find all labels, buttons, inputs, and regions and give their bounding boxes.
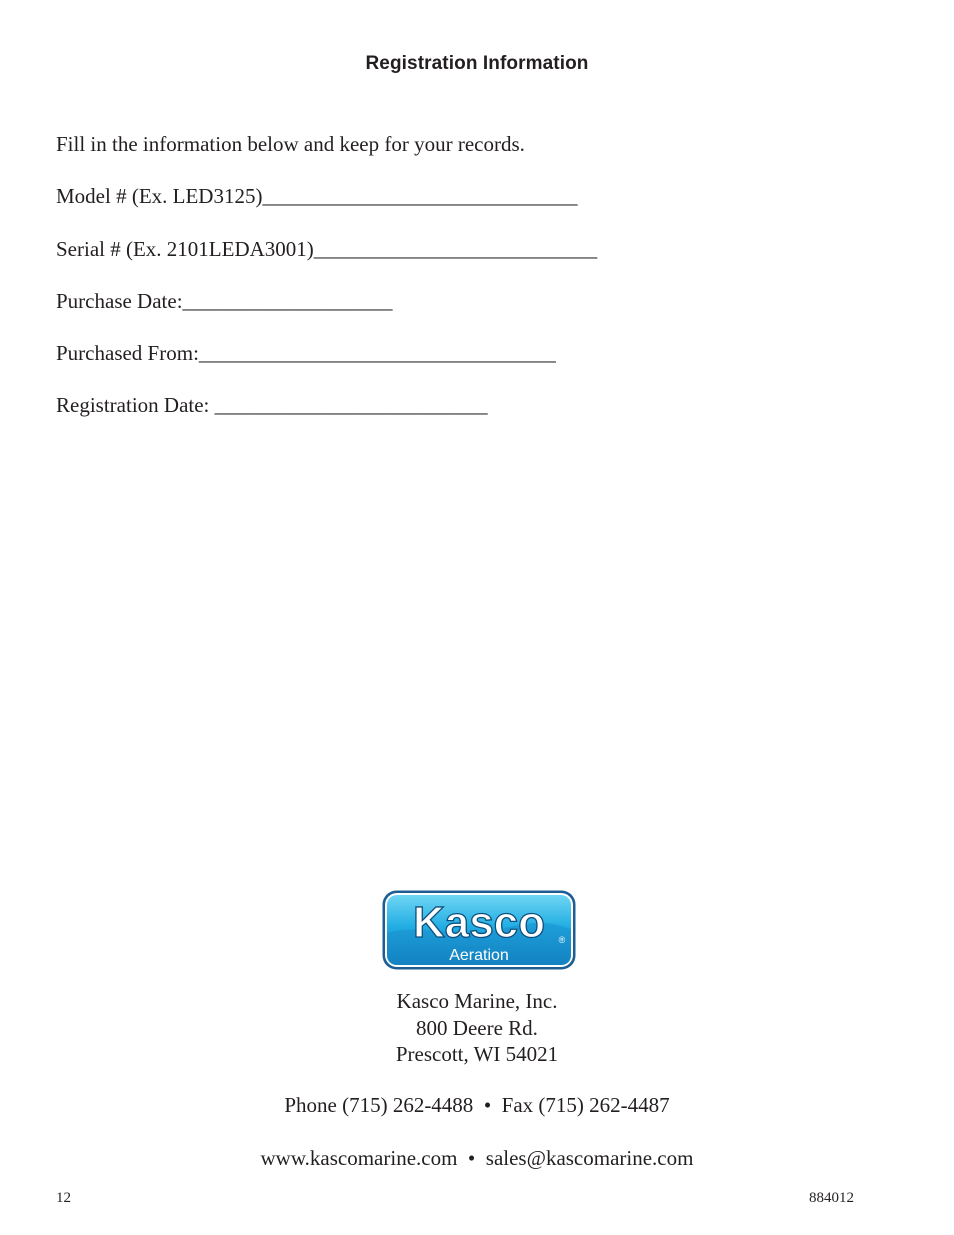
form-field-purchased-from <box>56 339 597 391</box>
company-address <box>0 988 954 1068</box>
form-field-purchase-date <box>56 287 597 339</box>
field-blank-line: ____________________ <box>182 288 393 313</box>
company-email: sales@kascomarine.com <box>485 1146 694 1170</box>
page-number: 12 <box>56 1190 71 1206</box>
field-label: Serial # (Ex. 2101LEDA3001) <box>56 236 314 261</box>
kasco-aeration-logo <box>381 889 577 976</box>
form-field-model <box>56 182 597 234</box>
form-intro: Fill in the information below and keep for your records. <box>56 132 525 156</box>
page-title: Registration Information <box>365 53 589 74</box>
registered-mark: ® <box>558 935 566 945</box>
logo-tagline-text: Aeration <box>449 947 509 964</box>
field-label: Purchased From: <box>56 341 199 366</box>
phone-fax-line <box>0 1093 954 1118</box>
kasco-logo-graphic <box>381 889 577 971</box>
logo-brand-text: Kasco <box>412 898 546 947</box>
form-field-serial <box>56 235 597 287</box>
bullet-separator: • <box>483 1093 492 1117</box>
field-label: Registration Date: <box>56 393 215 418</box>
form-field-registration-date <box>56 391 597 443</box>
field-blank-line: ______________________________ <box>262 184 578 209</box>
field-label: Purchase Date: <box>56 288 183 313</box>
field-blank-line: ___________________________ <box>313 236 598 261</box>
company-street: 800 Deere Rd. <box>416 1015 538 1040</box>
registration-form <box>56 130 597 444</box>
field-label: Model # (Ex. LED3125) <box>56 184 263 209</box>
web-email-line <box>0 1146 954 1171</box>
field-blank-line: __________________________________ <box>198 341 556 366</box>
company-phone: Phone (715) 262-4488 <box>284 1093 474 1117</box>
company-city: Prescott, WI 54021 <box>395 1042 559 1066</box>
company-website: www.kascomarine.com <box>260 1146 458 1170</box>
field-blank-line: __________________________ <box>214 393 488 418</box>
bullet-separator: • <box>467 1146 476 1170</box>
company-name: Kasco Marine, Inc. <box>396 989 558 1013</box>
company-fax: Fax (715) 262-4487 <box>501 1093 670 1117</box>
document-number: 884012 <box>809 1190 854 1206</box>
